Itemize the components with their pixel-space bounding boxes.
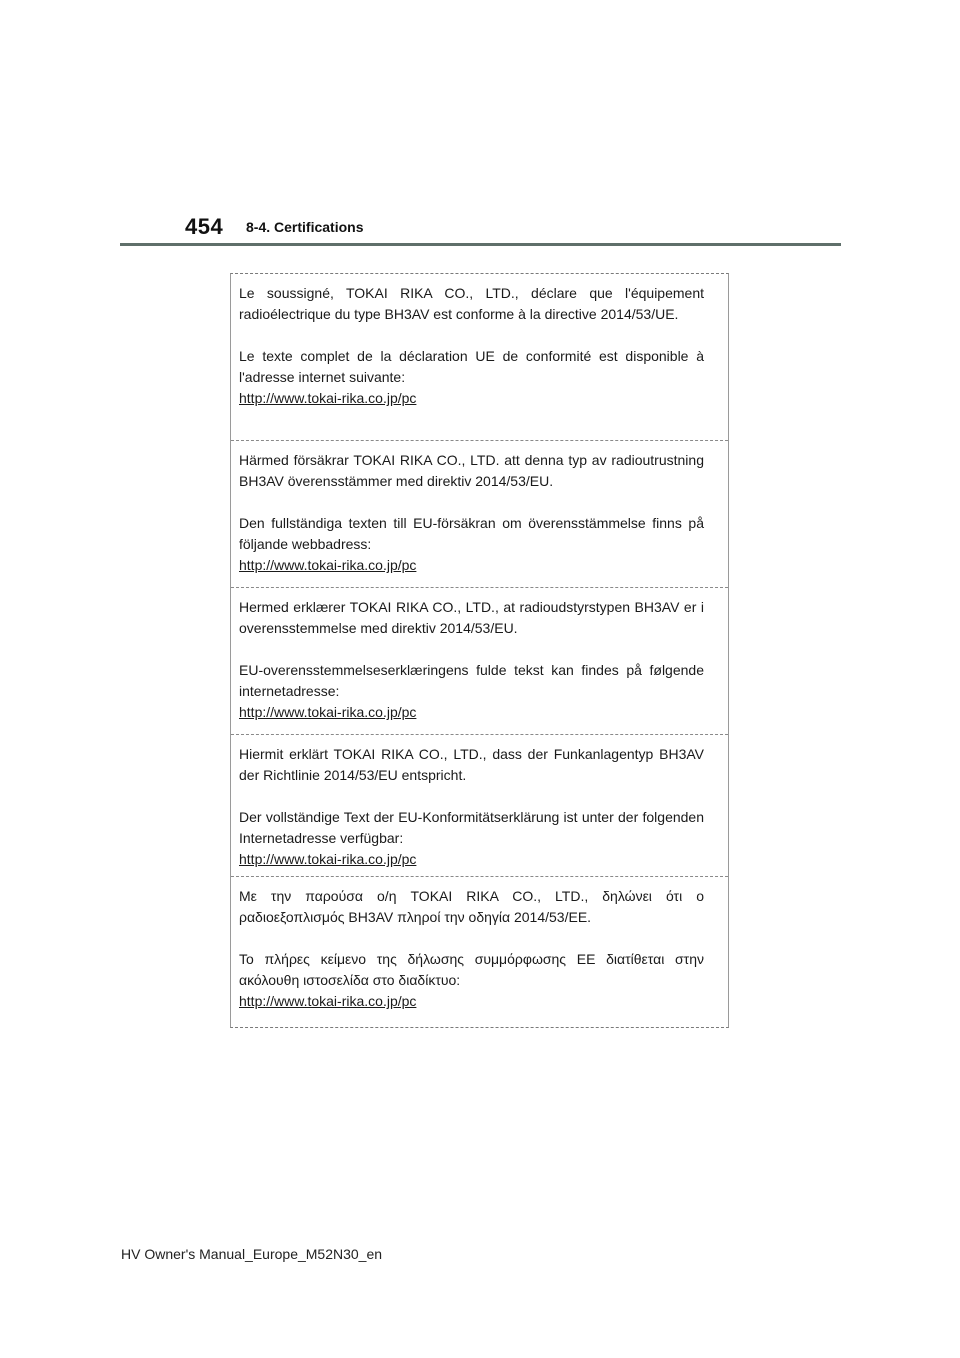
declaration-availability: Το πλήρες κείμενο της δήλωσης συμμόρφωσης ΕΕ διατίθεται στην ακόλουθη ιστοσελίδα στο διαδίκτυο:: [239, 951, 704, 988]
declaration-link[interactable]: http://www.tokai-rika.co.jp/pc: [239, 557, 417, 573]
declaration-link[interactable]: http://www.tokai-rika.co.jp/pc: [239, 851, 417, 867]
page-footer: HV Owner's Manual_Europe_M52N30_en: [121, 1246, 383, 1262]
page-header: [0, 0, 960, 250]
declaration-swedish: [231, 441, 728, 588]
declaration-statement: Με την παρούσα ο/η TOKAI RIKA CO., LTD., δηλώνει ότι ο ραδιοεξοπλισμός BH3AV πληροί την οδηγία 2014/53/ΕΕ.: [239, 888, 704, 925]
declaration-danish: [231, 588, 728, 735]
declaration-statement: Hermed erklærer TOKAI RIKA CO., LTD., at radioudstyrstypen BH3AV er i overensstemmelse med direktiv 2014/53/EU.: [239, 599, 704, 636]
declaration-availability: Le texte complet de la déclaration UE de conformité est disponible à l'adresse internet suivante:: [239, 348, 704, 385]
declaration-greek: [231, 877, 728, 1027]
declaration-statement: Le soussigné, TOKAI RIKA CO., LTD., déclare que l'équipement radioélectrique du type BH3AV est conforme à la directive 2014/53/UE.: [239, 285, 704, 322]
declaration-statement: Hiermit erklärt TOKAI RIKA CO., LTD., dass der Funkanlagentyp BH3AV der Richtlinie 2014/53/EU entspricht.: [239, 746, 704, 783]
declaration-french: [231, 274, 728, 441]
page-number: 454: [185, 214, 224, 239]
declaration-availability: Der vollständige Text der EU-Konformitätserklärung ist unter der folgenden Internetadresse verfügbar:: [239, 809, 704, 846]
declaration-availability: EU-overensstemmelseserklæringens fulde tekst kan findes på følgende internetadresse:: [239, 662, 704, 699]
header-rule: [120, 243, 841, 246]
declaration-link[interactable]: http://www.tokai-rika.co.jp/pc: [239, 390, 417, 406]
declaration-availability: Den fullständiga texten till EU-försäkran om överensstämmelse finns på följande webbadress:: [239, 515, 704, 552]
declaration-link[interactable]: http://www.tokai-rika.co.jp/pc: [239, 704, 417, 720]
declaration-link[interactable]: http://www.tokai-rika.co.jp/pc: [239, 993, 417, 1009]
declarations-table: [230, 273, 729, 1028]
declaration-german: [231, 735, 728, 877]
section-title: 8-4. Certifications: [246, 219, 364, 235]
declaration-statement: Härmed försäkrar TOKAI RIKA CO., LTD. att denna typ av radioutrustning BH3AV överensstämmer med direktiv 2014/53/EU.: [239, 452, 704, 489]
